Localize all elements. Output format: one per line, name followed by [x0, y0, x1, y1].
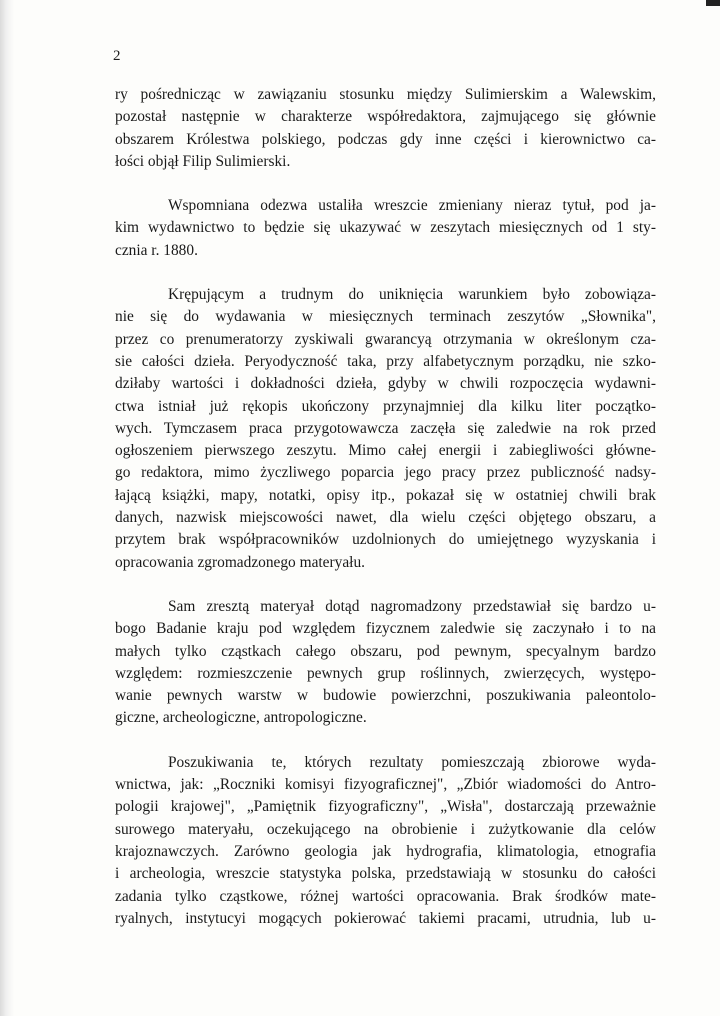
text-line: danych, nazwisk miejscowości nawet, dla wielu części objętego obszaru, a: [115, 509, 656, 527]
text-line: pozostał następnie w charakterze współredaktora, zajmującego się głównie: [115, 108, 656, 126]
paragraph-4: [115, 596, 656, 730]
text-line: przez co prenumeratorzy zyskiwali gwarancyą otrzymania w określonym cza-: [115, 330, 656, 348]
text-line: Poszukiwania te, których rezultaty pomieszczają zbiorowe wyda-: [168, 753, 656, 771]
text-line: łającą książki, mapy, notatki, opisy itp., pokazał się w ostatniej chwili brak: [115, 486, 656, 504]
text-line: względem: rozmieszczenie pewnych grup roślinnych, zwierzęcych, występo-: [115, 664, 656, 682]
text-line: Sam zresztą materyał dotąd nagromadzony przedstawiał się bardzo u-: [168, 597, 656, 615]
page-number: 2: [113, 48, 121, 64]
text-line: wnictwa, jak: „Roczniki komisyi fizyograficznej", „Zbiór wiadomości do Antro-: [115, 776, 656, 794]
text-line: opracowania zgromadzonego materyału.: [115, 553, 365, 571]
text-line: łości objął Filip Sulimierski.: [115, 152, 291, 170]
text-line: ogłoszeniem pierwszego zeszytu. Mimo całej energii i zabiegliwości główne-: [115, 442, 656, 460]
text-line: małych tylko cząstkach całego obszaru, pod pewnym, specyalnym bardzo: [115, 642, 656, 660]
text-line: cznia r. 1880.: [115, 241, 198, 259]
paragraph-2: [115, 195, 656, 262]
paragraph-5: [115, 752, 656, 930]
text-line: bogo Badanie kraju pod względem fizycznem zaledwie się zaczynało i to na: [115, 620, 656, 638]
text-line: dziłaby wartości i dokładności dzieła, gdyby w chwili rozpoczęcia wydawni-: [115, 375, 656, 393]
text-line: sie całości dzieła. Peryodyczność taka, przy alfabetycznym porządku, nie szko-: [115, 352, 656, 370]
text-line: surowego materyału, oczekującego na obrobienie i zużytkowanie dla celów: [115, 820, 656, 838]
text-line: ctwa istniał już rękopis ukończony przynajmniej dla kilku liter początko-: [115, 397, 656, 415]
text-line: i archeologia, wreszcie statystyka polska, przedstawiają w stosunku do całości: [115, 865, 656, 883]
scan-edge-shadow: [0, 0, 14, 1016]
text-line: obszarem Królestwa polskiego, podczas gdy inne części i kierownictwo ca-: [115, 130, 656, 148]
text-line: wych. Tymczasem praca przygotowawcza zaczęła się zaledwie na rok przed: [115, 419, 656, 437]
text-line: pologii krajowej", „Pamiętnik fizyograficzny", „Wisła", dostarczają przeważnie: [115, 798, 656, 816]
text-line: krajoznawczych. Zarówno geologia jak hydrografia, klimatologia, etnografia: [115, 842, 656, 860]
paragraph-1: [115, 84, 656, 173]
body-text: [115, 84, 656, 930]
text-line: przytem brak współpracowników uzdolnionych do umiejętnego wyzyskania i: [115, 531, 656, 549]
text-line: go redaktora, mimo życzliwego poparcia jego pracy przez publiczność nadsy-: [115, 464, 656, 482]
text-line: zadania tylko cząstkowe, różnej wartości opracowania. Brak środków mate-: [115, 887, 656, 905]
text-line: giczne, archeologiczne, antropologiczne.: [115, 709, 367, 727]
text-line: nie się do wydawania w miesięcznych terminach zeszytów „Słownika",: [115, 308, 656, 326]
text-line: ryalnych, instytucyi mogących pokierować takiemi pracami, utrudnia, lub u-: [115, 909, 656, 927]
paragraph-3: [115, 284, 656, 574]
text-line: kim wydawnictwo to będzie się ukazywać w zeszytach miesięcznych od 1 sty-: [115, 219, 656, 237]
text-line: ry pośrednicząc w zawiązaniu stosunku między Sulimierskim a Walewskim,: [115, 86, 656, 103]
text-line: Krępującym a trudnym do uniknięcia warunkiem było zobowiąza-: [168, 286, 656, 304]
text-line: Wspomniana odezwa ustaliła wreszcie zmieniany nieraz tytuł, pod ja-: [168, 197, 656, 215]
text-line: wanie pewnych warstw w budowie powierzchni, poszukiwania paleontolo-: [115, 687, 656, 705]
scan-corner-mark: [706, 0, 720, 6]
